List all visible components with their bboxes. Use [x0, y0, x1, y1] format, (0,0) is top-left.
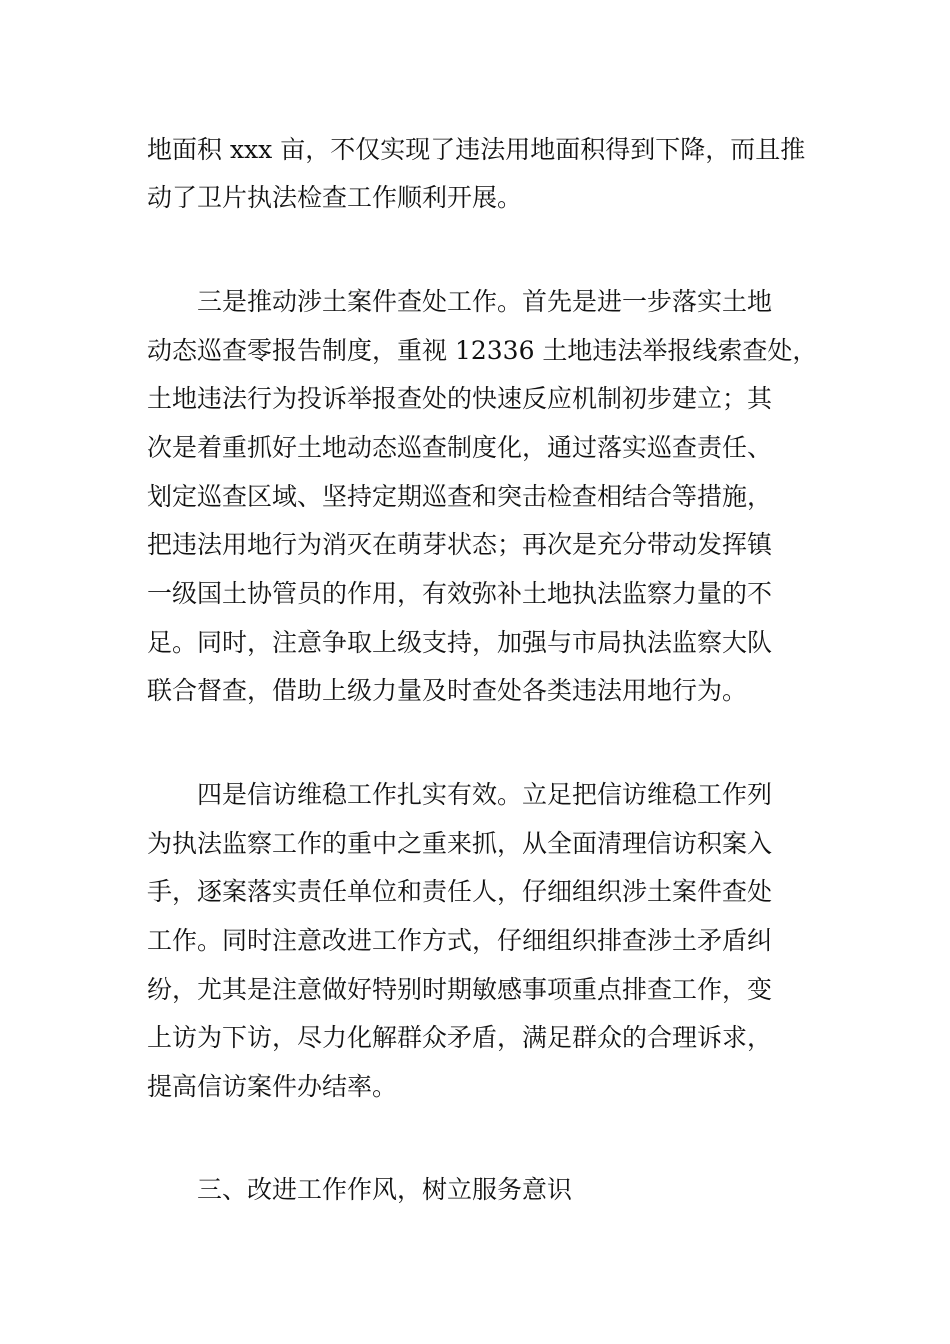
section-heading: 三、改进工作作风，树立服务意识	[197, 1175, 573, 1204]
paragraph-line: 土地违法行为投诉举报查处的快速反应机制初步建立；其	[147, 384, 773, 413]
paragraph-line: 一级国土协管员的作用，有效弥补土地执法监察力量的不	[147, 579, 773, 608]
paragraph-line: 上访为下访，尽力化解群众矛盾，满足群众的合理诉求，	[147, 1023, 773, 1052]
paragraph-line: 划定巡查区域、坚持定期巡查和突击检查相结合等措施，	[147, 482, 773, 511]
paragraph-line: 次是着重抓好土地动态巡查制度化，通过落实巡查责任、	[147, 433, 773, 462]
paragraph-line: 三是推动涉土案件查处工作。首先是进一步落实土地	[197, 287, 773, 316]
paragraph-line: 提高信访案件办结率。	[147, 1072, 398, 1101]
paragraph-line: 动态巡查零报告制度，重视 12336 土地违法举报线索查处，	[147, 336, 818, 365]
paragraph-line: 足。同时，注意争取上级支持，加强与市局执法监察大队	[147, 628, 773, 657]
paragraph-line: 联合督查，借助上级力量及时查处各类违法用地行为。	[147, 676, 748, 705]
paragraph-line: 工作。同时注意改进工作方式，仔细组织排查涉土矛盾纠	[147, 926, 773, 955]
paragraph-line: 手，逐案落实责任单位和责任人，仔细组织涉土案件查处	[147, 877, 773, 906]
paragraph-line: 纷，尤其是注意做好特别时期敏感事项重点排查工作，变	[147, 975, 773, 1004]
paragraph-line: 把违法用地行为消灭在萌芽状态；再次是充分带动发挥镇	[147, 530, 773, 559]
paragraph-line: 四是信访维稳工作扎实有效。立足把信访维稳工作列	[197, 780, 773, 809]
paragraph-line: 地面积 xxx 亩，不仅实现了违法用地面积得到下降，而且推	[147, 135, 806, 164]
paragraph-line: 为执法监察工作的重中之重来抓，从全面清理信访积案入	[147, 829, 773, 858]
paragraph-line: 动了卫片执法检查工作顺利开展。	[147, 183, 523, 212]
